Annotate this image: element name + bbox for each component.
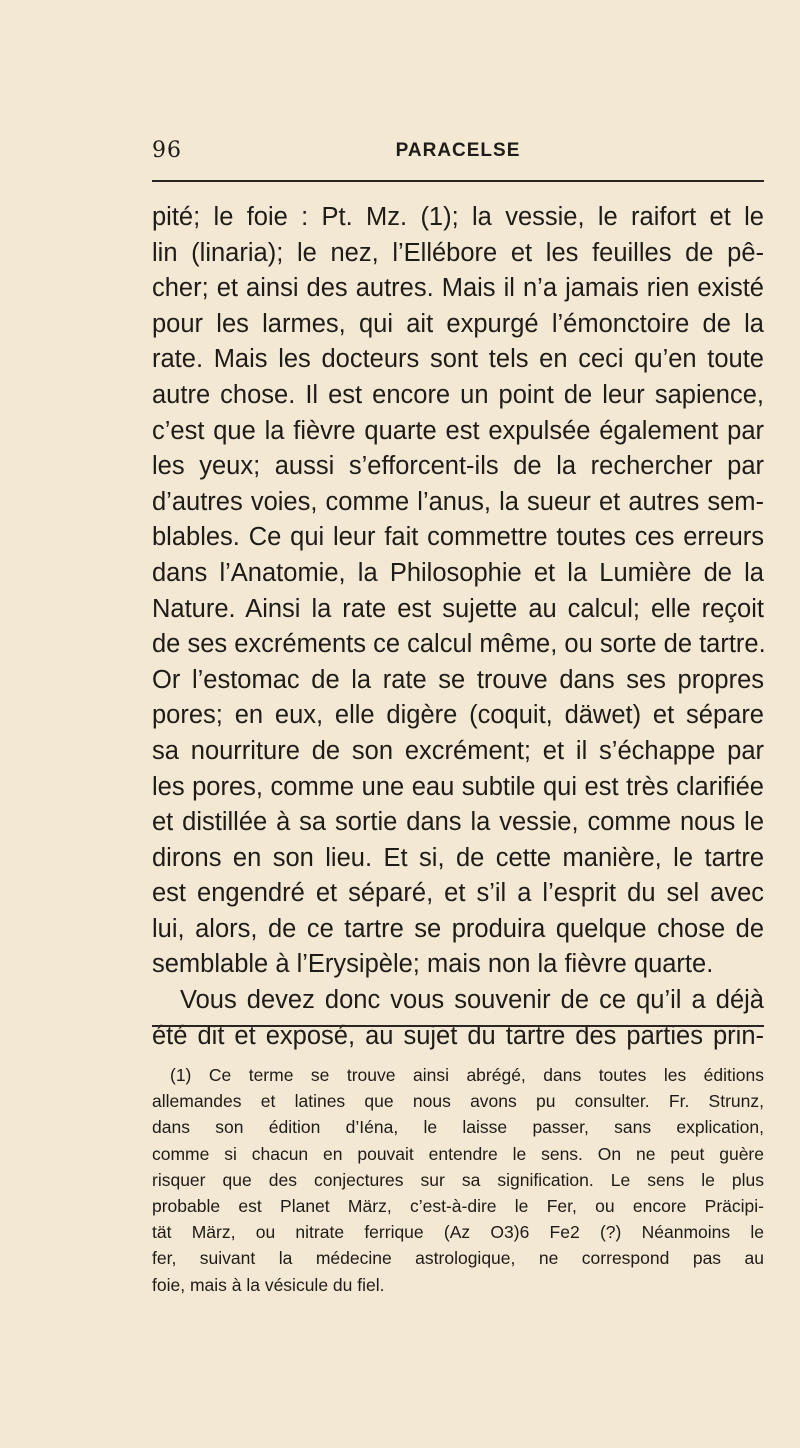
text-line: pores; en eux, elle digère (coquit, däwet) et sépare: [152, 701, 764, 730]
text-line: cher; et ainsi des autres. Mais il n’a jamais rien existé: [152, 274, 764, 303]
page-number: 96: [152, 138, 182, 163]
text-line: lui, alors, de ce tartre se produira quelque chose de: [152, 914, 764, 943]
text-line: Or l’estomac de la rate se trouve dans ses propres: [152, 665, 764, 694]
text-line: est engendré et séparé, et s’il a l’esprit du sel avec: [152, 879, 764, 908]
footnote-line: tät März, ou nitrate ferrique (Az O3)6 Fe2 (?) Néanmoins le: [152, 1222, 764, 1243]
footnote: [152, 1062, 764, 1298]
text-line: rate. Mais les docteurs sont tels en ceci qu’en toute: [152, 345, 764, 374]
text-line: d’autres voies, comme l’anus, la sueur et autres sem-: [152, 487, 764, 516]
text-line: Vous devez donc vous souvenir de ce qu’il a déjà: [180, 986, 764, 1015]
text-line: semblable à l’Erysipèle; mais non la fièvre quarte.: [152, 950, 714, 979]
running-title: PARACELSE: [395, 140, 521, 161]
text-line: autre chose. Il est encore un point de leur sapience,: [152, 380, 764, 409]
footnote-line: allemandes et latines que nous avons pu consulter. Fr. Strunz,: [152, 1091, 764, 1112]
text-line: sa nourriture de son excrément; et il s’échappe par: [152, 736, 764, 765]
page-header: [152, 138, 764, 174]
footnote-rule: [152, 1025, 764, 1027]
footnote-line: probable est Planet März, c’est-à-dire le Fer, ou encore Präcipi-: [152, 1195, 764, 1216]
header-rule: [152, 180, 764, 182]
text-line: et distillée à sa sortie dans la vessie, comme nous le: [152, 808, 764, 837]
footnote-line: (1) Ce terme se trouve ainsi abrégé, dans toutes les éditions: [170, 1065, 764, 1085]
footnote-line: dans son édition d’Iéna, le laisse passer, sans explication,: [152, 1117, 764, 1138]
text-line: dans l’Anatomie, la Philosophie et la Lumière de la: [152, 558, 764, 587]
footnote-line: risquer que des conjectures sur sa signification. Le sens le plus: [152, 1169, 764, 1190]
text-line: les yeux; aussi s’efforcent-ils de la rechercher par: [152, 452, 764, 481]
text-line: dirons en son lieu. Et si, de cette manière, le tartre: [152, 843, 764, 872]
footnote-line: fer, suivant la médecine astrologique, ne correspond pas au: [152, 1248, 764, 1269]
text-line: de ses excréments ce calcul même, ou sorte de tartre.: [152, 630, 766, 659]
text-line: blables. Ce qui leur fait commettre toutes ces erreurs: [152, 523, 764, 552]
text-line: lin (linaria); le nez, l’Ellébore et les feuilles de pê-: [152, 238, 764, 267]
body-text: [152, 200, 764, 1054]
footnote-line: foie, mais à la vésicule du fiel.: [152, 1274, 385, 1295]
text-line: pour les larmes, qui ait expurgé l’émonctoire de la: [152, 309, 764, 338]
text-line: pité; le foie : Pt. Mz. (1); la vessie, le raifort et le: [152, 203, 764, 231]
footnote-line: comme si chacun en pouvait entendre le sens. On ne peut guère: [152, 1143, 764, 1164]
text-line: les pores, comme une eau subtile qui est très clarifiée: [152, 772, 764, 801]
text-line: c’est que la fièvre quarte est expulsée également par: [152, 416, 764, 445]
text-line: Nature. Ainsi la rate est sujette au calcul; elle reçoit: [152, 594, 764, 623]
text-line: été dit et exposé, au sujet du tartre des parties prin-: [152, 1021, 764, 1050]
